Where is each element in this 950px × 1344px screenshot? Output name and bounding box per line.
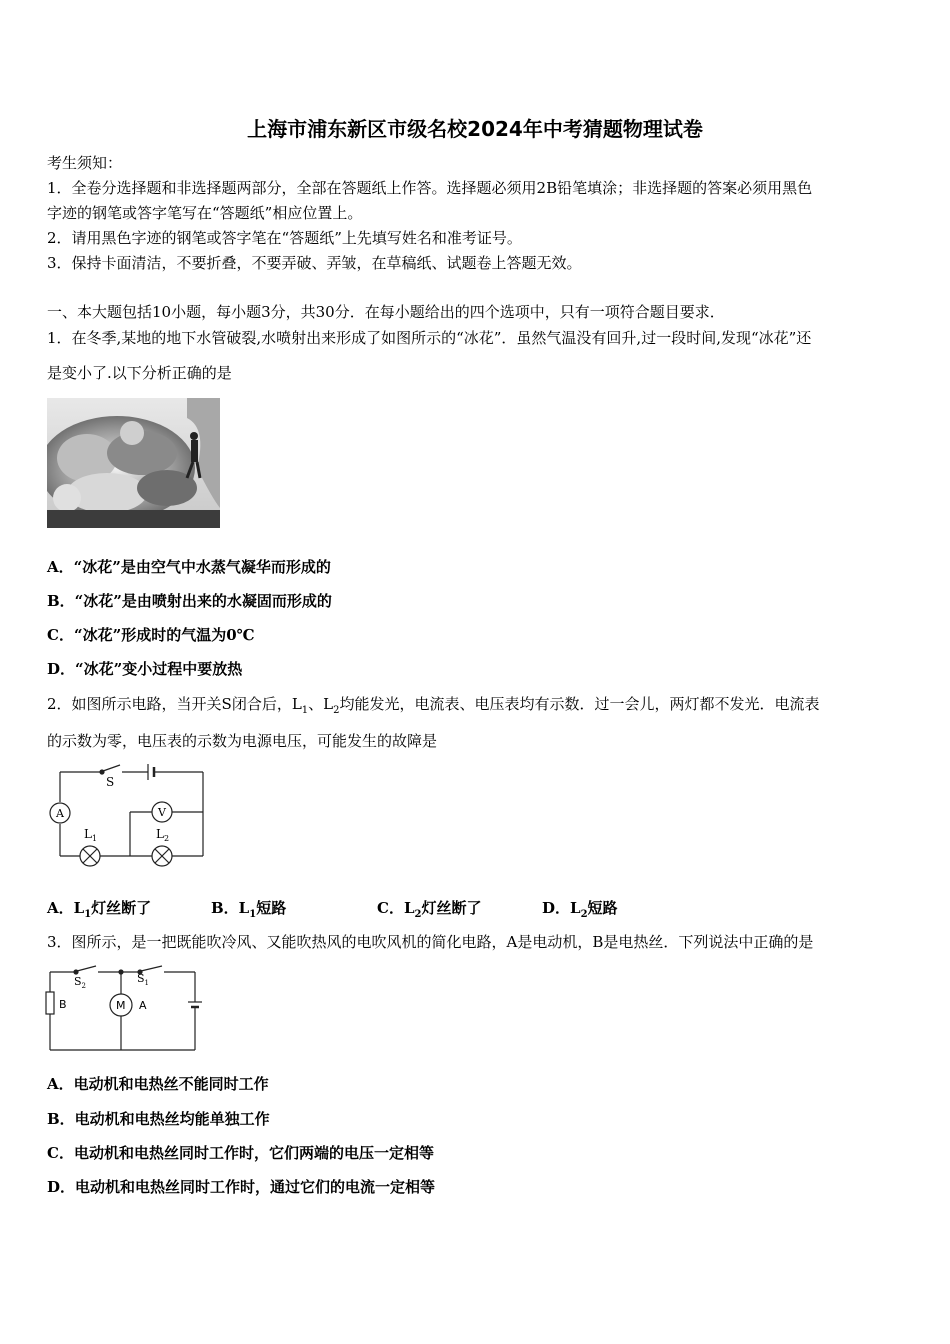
- notice-line-2: 2．请用黑色字迹的钢笔或答字笔在“答题纸”上先填写姓名和准考证号。: [47, 229, 522, 247]
- q3-a-label: A: [139, 999, 147, 1012]
- q1-option-c: C．“冰花”形成时的气温为0℃: [47, 626, 255, 644]
- notice-line-1b: 字迹的钢笔或答字笔写在“答题纸”相应位置上。: [47, 204, 363, 222]
- q2-circuit-diagram: [40, 760, 210, 872]
- q3-circuit-diagram: [40, 962, 210, 1056]
- notice-line-1a: 1．全卷分选择题和非选择题两部分，全部在答题纸上作答。选择题必须用2B铅笔填涂；非选择题的答案必须用黑色: [47, 179, 813, 197]
- q1-stem-b: 是变小了.以下分析正确的是: [47, 364, 232, 382]
- q3-option-a: A．电动机和电热丝不能同时工作: [47, 1075, 269, 1093]
- q3-b-label: B: [59, 998, 67, 1011]
- q3-motor-label: M: [116, 999, 126, 1012]
- q2-ammeter-label: A: [56, 807, 64, 820]
- q1-option-d: D．“冰花”变小过程中要放热: [47, 660, 243, 678]
- q2-option-d: D．$L_2$短路: [542, 899, 618, 920]
- q3-s2-label: $S_2$: [74, 975, 87, 990]
- q2-stem-b: 的示数为零，电压表的示数为电源电压，可能发生的故障是: [47, 732, 438, 750]
- q2-option-b: B．$L_1$短路: [211, 899, 287, 920]
- q3-s1-label: $S_1$: [137, 972, 150, 987]
- ice-flower-photo: [47, 398, 220, 528]
- section-heading: 一、本大题包括10小题，每小题3分，共30分．在每小题给出的四个选项中，只有一项符合题目要求．: [47, 303, 725, 321]
- q2-l1-label: $L_1$: [84, 827, 98, 843]
- q3-option-d: D．电动机和电热丝同时工作时，通过它们的电流一定相等: [47, 1178, 436, 1196]
- q1-option-a: A．“冰花”是由空气中水蒸气凝华而形成的: [47, 558, 331, 576]
- q3-stem: 3．图所示，是一把既能吹冷风、又能吹热风的电吹风机的简化电路，A是电动机，B是电热丝．下列说法中正确的是: [47, 933, 814, 951]
- notice-line-3: 3．保持卡面清洁，不要折叠，不要弄破、弄皱，在草稿纸、试题卷上答题无效。: [47, 254, 582, 272]
- q2-option-c: C．$L_2$灯丝断了: [377, 899, 482, 920]
- q3-option-b: B．电动机和电热丝均能单独工作: [47, 1110, 270, 1128]
- q2-voltmeter-label: V: [158, 806, 166, 819]
- q1-option-b: B．“冰花”是由喷射出来的水凝固而形成的: [47, 592, 332, 610]
- q1-stem-a: 1．在冬季,某地的地下水管破裂,水喷射出来形成了如图所示的“冰花”．虽然气温没有回升,过一段时间,发现“冰花”还: [47, 329, 812, 347]
- q2-option-a: A．$L_1$灯丝断了: [47, 899, 152, 920]
- q2-switch-label: S: [106, 775, 115, 789]
- page-title: 上海市浦东新区市级名校2024年中考猜题物理试卷: [247, 117, 703, 141]
- q3-option-c: C．电动机和电热丝同时工作时，它们两端的电压一定相等: [47, 1144, 434, 1162]
- q2-l2-label: $L_2$: [156, 827, 170, 843]
- notice-heading: 考生须知：: [47, 154, 123, 172]
- q2-stem-a: 2．如图所示电路，当开关S闭合后，$L_1$、$L_2$均能发光，电流表、电压表均有示数．过一会儿，两灯都不发光．电流表: [47, 695, 820, 716]
